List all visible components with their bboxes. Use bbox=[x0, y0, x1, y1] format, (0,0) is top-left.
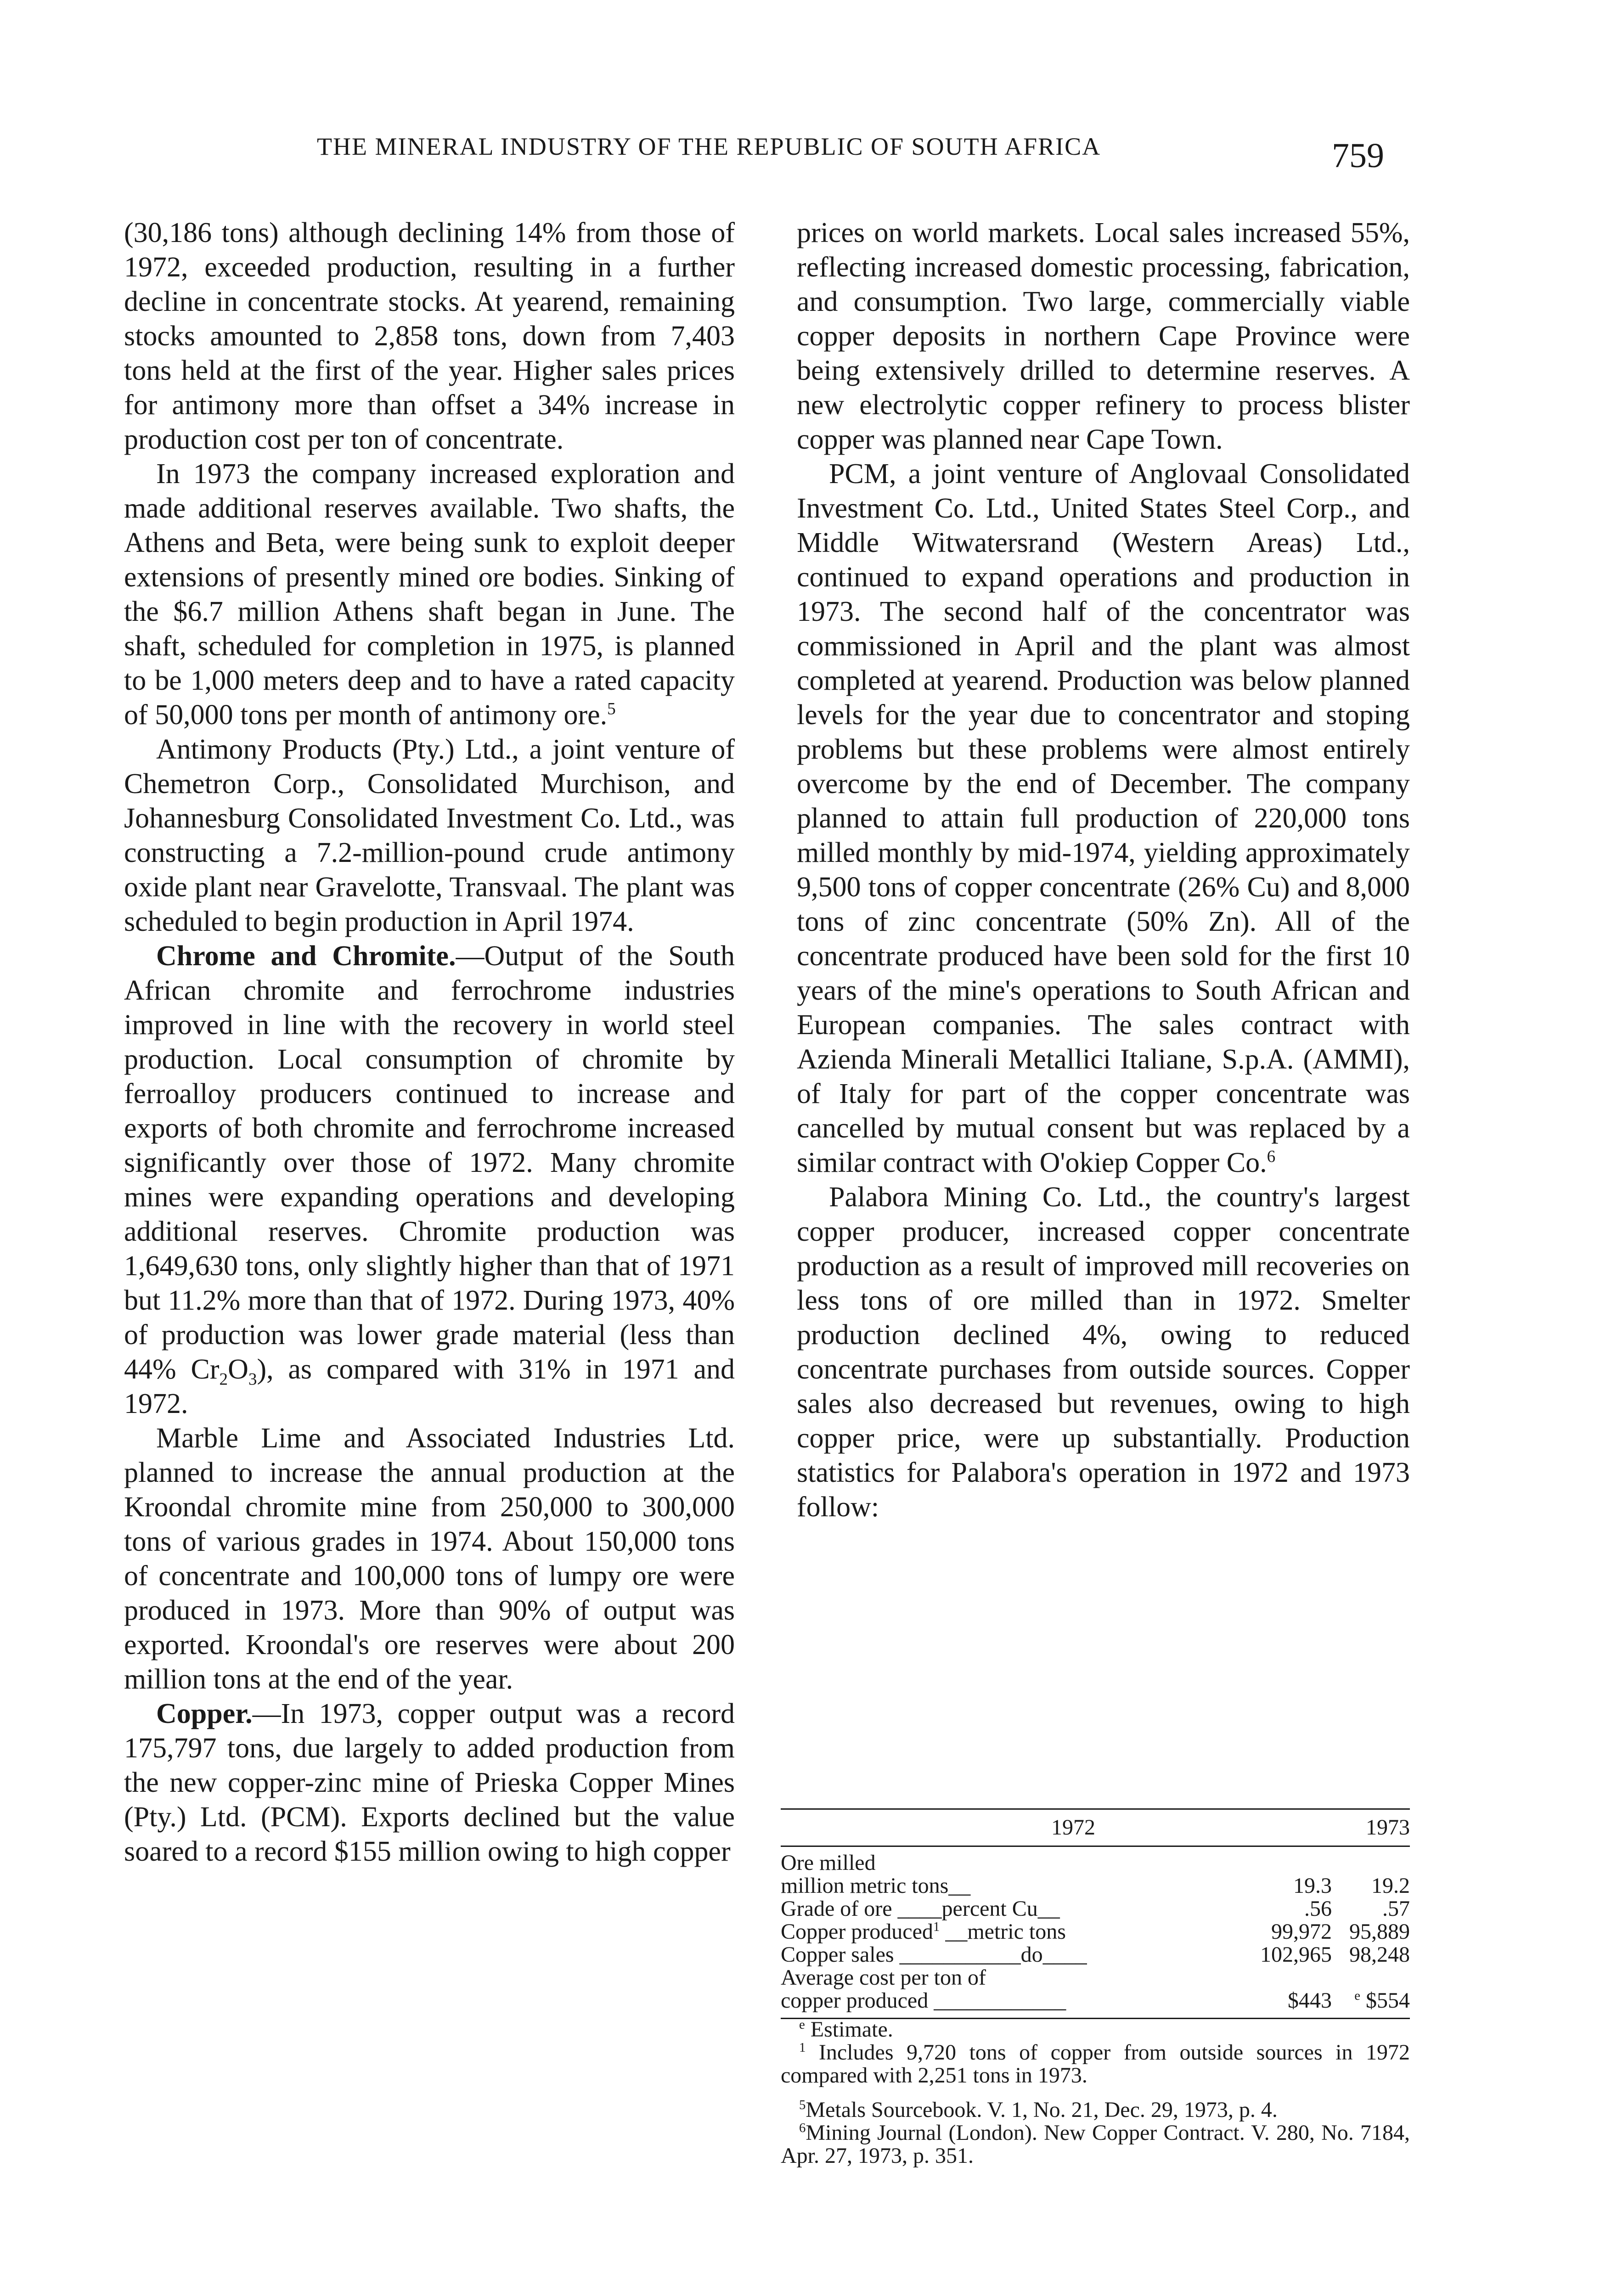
table-notes bbox=[781, 2018, 1410, 2087]
table-row: Grade of ore ____percent Cu__ .56 .57 bbox=[781, 1896, 1410, 1921]
source-footnotes bbox=[781, 2099, 1410, 2167]
table-row: Ore milled bbox=[781, 1851, 876, 1875]
table-row: Average cost per ton of bbox=[781, 1965, 986, 1990]
right-column bbox=[797, 216, 1410, 1525]
paragraph: Chrome and Chromite.—Output of the South African chromite and ferrochrome industries improved in line with the recovery in world steel production. Local consumption of chromite by ferroalloy producers continued to increase and exports of both chromite and ferrochrome increased significantly over those of 1972. Many chromite mines were expanding operations and developing additional reserves. Chromite production was 1,649,630 tons, only slightly higher than that of 1971 but 11.2% more than that of 1972. During 1973, 40% of production was lower grade material (less than 44% $Cr_2O_3$), as compared with 31% in 1971 and 1972. bbox=[124, 940, 735, 1419]
paragraph: Antimony Products (Pty.) Ltd., a joint venture of Chemetron Corp., Consolidated Murchison, and Johannesburg Consolidated Investment Co. Ltd., was constructing a 7.2-million-pound crude antimony oxide plant near Gravelotte, Transvaal. The plant was scheduled to begin production in April 1974. bbox=[124, 734, 735, 937]
paragraph: In 1973 the company increased exploration and made additional reserves available. Two shafts, the Athens and Beta, were being sunk to exploit deeper extensions of presently mined ore bodies. Sinking of the $6.7 million Athens shaft began in June. The shaft, scheduled for completion in 1975, is planned to be 1,000 meters deep and to have a rated capacity of 50,000 tons per month of antimony ore.$^5$ bbox=[124, 458, 735, 731]
paragraph: Copper.—In 1973, copper output was a record 175,797 tons, due largely to added production from the new copper-zinc mine of Prieska Copper Mines (Pty.) Ltd. (PCM). Exports declined but the value soared to a record $155 million owing to high copper bbox=[124, 1698, 735, 1867]
section-heading: Copper. bbox=[156, 1698, 253, 1729]
palabora-statistics-table bbox=[781, 1808, 1410, 2019]
page-number: 759 bbox=[1332, 136, 1384, 175]
table-note: $^1$ Includes 9,720 tons of copper from outside sources in 1972 compared with 2,251 tons in 1973. bbox=[781, 2040, 1410, 2088]
column-header: 1972 bbox=[1051, 1815, 1095, 1840]
paragraph: PCM, a joint venture of Anglovaal Consolidated Investment Co. Ltd., United States Steel Corp., and Middle Witwatersrand (Western Areas) Ltd., continued to expand operations and production in 1973. The second half of the concentrator was commissioned in April and the plant was almost completed at yearend. Production was below planned levels for the year due to concentrator and stoping problems but these problems were almost entirely overcome by the end of December. The company planned to attain full production of 220,000 tons milled monthly by mid-1974, yielding approximately 9,500 tons of copper concentrate (26% Cu) and 8,000 tons of zinc concentrate (50% Zn). All of the concentrate produced have been sold for the first 10 years of the mine's operations to South African and European companies. The sales contract with Azienda Minerali Metallici Italiane, S.p.A. (AMMI), of Italy for part of the copper concentrate was cancelled by mutual consent but was replaced by a similar contract with O'okiep Copper Co.$^6$ bbox=[797, 458, 1410, 1178]
running-head: THE MINERAL INDUSTRY OF THE REPUBLIC OF SOUTH AFRICA bbox=[317, 133, 1101, 160]
table-header-row bbox=[781, 1810, 1410, 1846]
source-note: $^6$Mining Journal (London). New Copper Contract. V. 280, No. 7184, Apr. 27, 1973, p. 351. bbox=[781, 2121, 1410, 2168]
table-row: Copper produced$^1$ __metric tons 99,972 95,889 bbox=[781, 1919, 1410, 1944]
section-heading: Chrome and Chromite. bbox=[156, 940, 456, 972]
paragraph: (30,186 tons) although declining 14% from those of 1972, exceeded production, resulting in a further decline in concentrate stocks. At yearend, remaining stocks amounted to 2,858 tons, down from 7,403 tons held at the first of the year. Higher sales prices for antimony more than offset a 34% increase in production cost per ton of concentrate. bbox=[124, 217, 735, 455]
paragraph: prices on world markets. Local sales increased 55%, reflecting increased domestic processing, fabrication, and consumption. Two large, commercially viable copper deposits in northern Cape Province were being extensively drilled to determine reserves. A new electrolytic copper refinery to process blister copper was planned near Cape Town. bbox=[797, 217, 1410, 455]
source-note: $^5$Metals Sourcebook. V. 1, No. 21, Dec. 29, 1973, p. 4. bbox=[799, 2098, 1278, 2122]
table-note: $^e$ Estimate. bbox=[799, 2017, 893, 2042]
left-column bbox=[124, 216, 735, 1869]
table-row: Copper sales ___________do____ 102,965 98,248 bbox=[781, 1942, 1410, 1967]
footnote-ref: 5 bbox=[607, 699, 616, 719]
paragraph: Marble Lime and Associated Industries Ltd. planned to increase the annual production at the Kroondal chromite mine from 250,000 to 300,000 tons of various grades in 1974. About 150,000 tons of concentrate and 100,000 tons of lumpy ore were produced in 1973. More than 90% of output was exported. Kroondal's ore reserves were about 200 million tons at the end of the year. bbox=[124, 1423, 735, 1695]
table-row: million metric tons__ 19.3 19.2 bbox=[781, 1874, 1410, 1898]
paragraph: Palabora Mining Co. Ltd., the country's largest copper producer, increased copper concentrate production as a result of improved mill recoveries on less tons of ore milled than in 1972. Smelter production declined 4%, owing to reduced concentrate purchases from outside sources. Copper sales also decreased but revenues, owing to high copper price, were up substantially. Production statistics for Palabora's operation in 1972 and 1973 follow: bbox=[797, 1182, 1410, 1523]
column-header: 1973 bbox=[1366, 1815, 1410, 1840]
table-row: copper produced ____________ $443 $^e$ $554 bbox=[781, 1988, 1410, 2013]
footnote-ref: 6 bbox=[1267, 1147, 1276, 1166]
